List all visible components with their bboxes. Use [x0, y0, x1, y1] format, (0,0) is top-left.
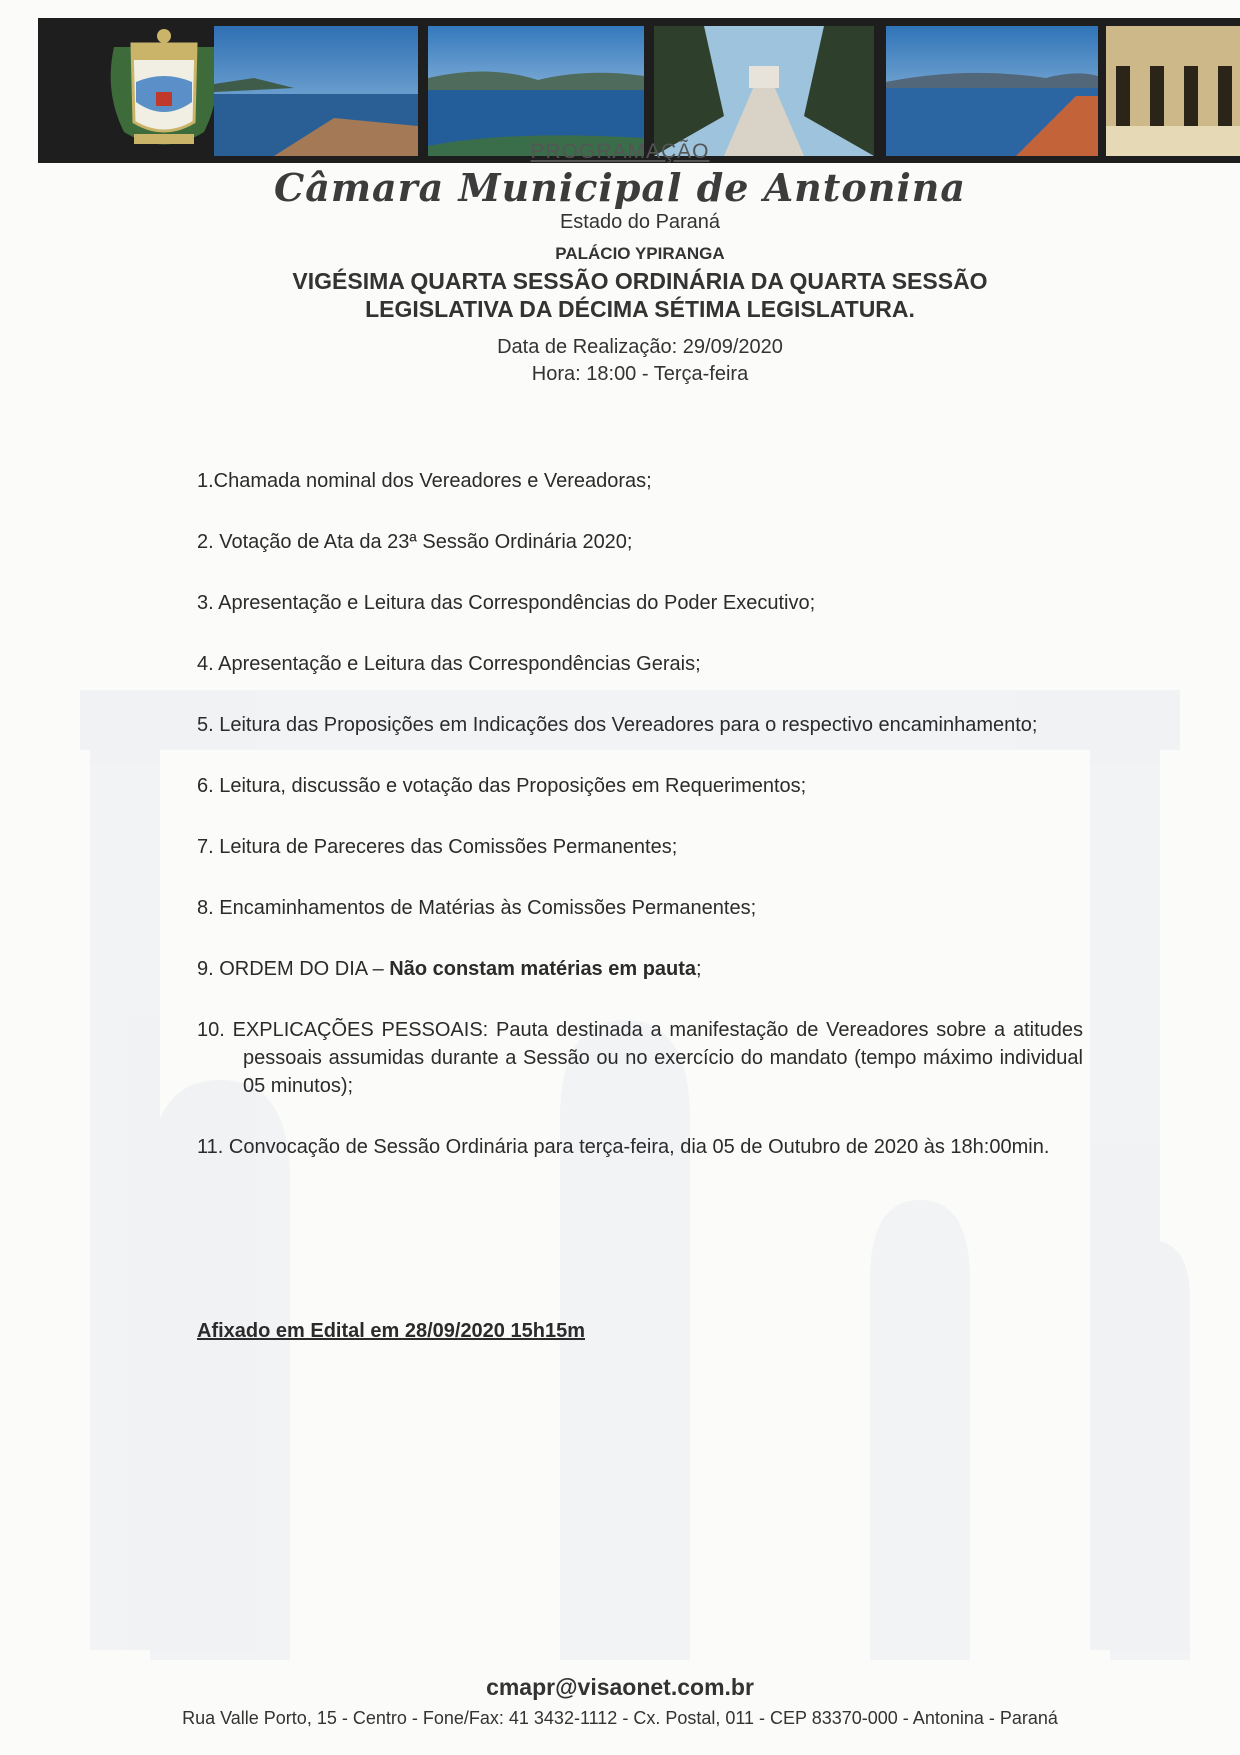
agenda-item-4: 4. Apresentação e Leitura das Correspondências Gerais;: [197, 653, 701, 675]
agenda-item-10: 10. EXPLICAÇÕES PESSOAIS: Pauta destinada a manifestação de Vereadores sobre a atitudes pessoais assumidas durante a Sessão ou no exercício do mandato (tempo máximo individual 05 minutos);: [197, 1019, 1083, 1097]
agenda-item-9-prefix: 9. ORDEM DO DIA –: [197, 958, 390, 980]
agenda-item-2: 2. Votação de Ata da 23ª Sessão Ordinária 2020;: [197, 531, 633, 553]
affixed-notice: Afixado em Edital em 28/09/2020 15h15m: [197, 1320, 585, 1342]
promenade-photo: [654, 26, 874, 156]
agenda-item-9-bold: Não constam matérias em pauta: [389, 958, 697, 980]
session-title-line-2: LEGISLATIVA DA DÉCIMA SÉTIMA LEGISLATURA.: [365, 296, 915, 322]
chamber-name: Câmara Municipal de Antonina: [273, 165, 967, 210]
landscape-photo-1: [214, 26, 418, 156]
agenda-item-7: 7. Leitura de Pareceres das Comissões Permanentes;: [197, 836, 678, 858]
agenda-item-9: [197, 955, 1083, 983]
session-date: Data de Realização: 29/09/2020: [497, 336, 783, 358]
agenda-item-6: 6. Leitura, discussão e votação das Proposições em Requerimentos;: [197, 775, 807, 797]
agenda-item-3: 3. Apresentação e Leitura das Correspondências do Poder Executivo;: [197, 592, 816, 614]
session-hour: Hora: 18:00 - Terça-feira: [531, 363, 749, 385]
landscape-photo-3: [886, 26, 1098, 156]
footer-address: Rua Valle Porto, 15 - Centro - Fone/Fax: 41 3432-1112 - Cx. Postal, 011 - CEP 83370-000 - Antonina - Paraná: [182, 1708, 1058, 1728]
arcade-photo: [1106, 26, 1240, 156]
footer-email: cmapr@visaonet.com.br: [486, 1674, 754, 1700]
agenda-item-5: 5. Leitura das Proposições em Indicações dos Vereadores para o respectivo encaminhamento;: [197, 714, 1038, 736]
state-name: Estado do Paraná: [559, 211, 721, 233]
session-title-line-1: VIGÉSIMA QUARTA SESSÃO ORDINÁRIA DA QUARTA SESSÃO: [292, 268, 988, 294]
agenda-item-11: 11. Convocação de Sessão Ordinária para terça-feira, dia 05 de Outubro de 2020 às 18h:00min.: [197, 1136, 1050, 1158]
agenda-item-9-suffix: ;: [696, 958, 702, 980]
palace-name: PALÁCIO YPIRANGA: [555, 244, 725, 263]
programacao-label: PROGRAMAÇÃO: [530, 140, 710, 163]
municipal-coat-of-arms-icon: [94, 22, 234, 157]
landscape-photo-2: [428, 26, 644, 156]
agenda-list: [197, 467, 1083, 1194]
agenda-item-8: 8. Encaminhamentos de Matérias às Comissões Permanentes;: [197, 897, 757, 919]
agenda-item-1: 1.Chamada nominal dos Vereadores e Vereadoras;: [197, 470, 652, 492]
